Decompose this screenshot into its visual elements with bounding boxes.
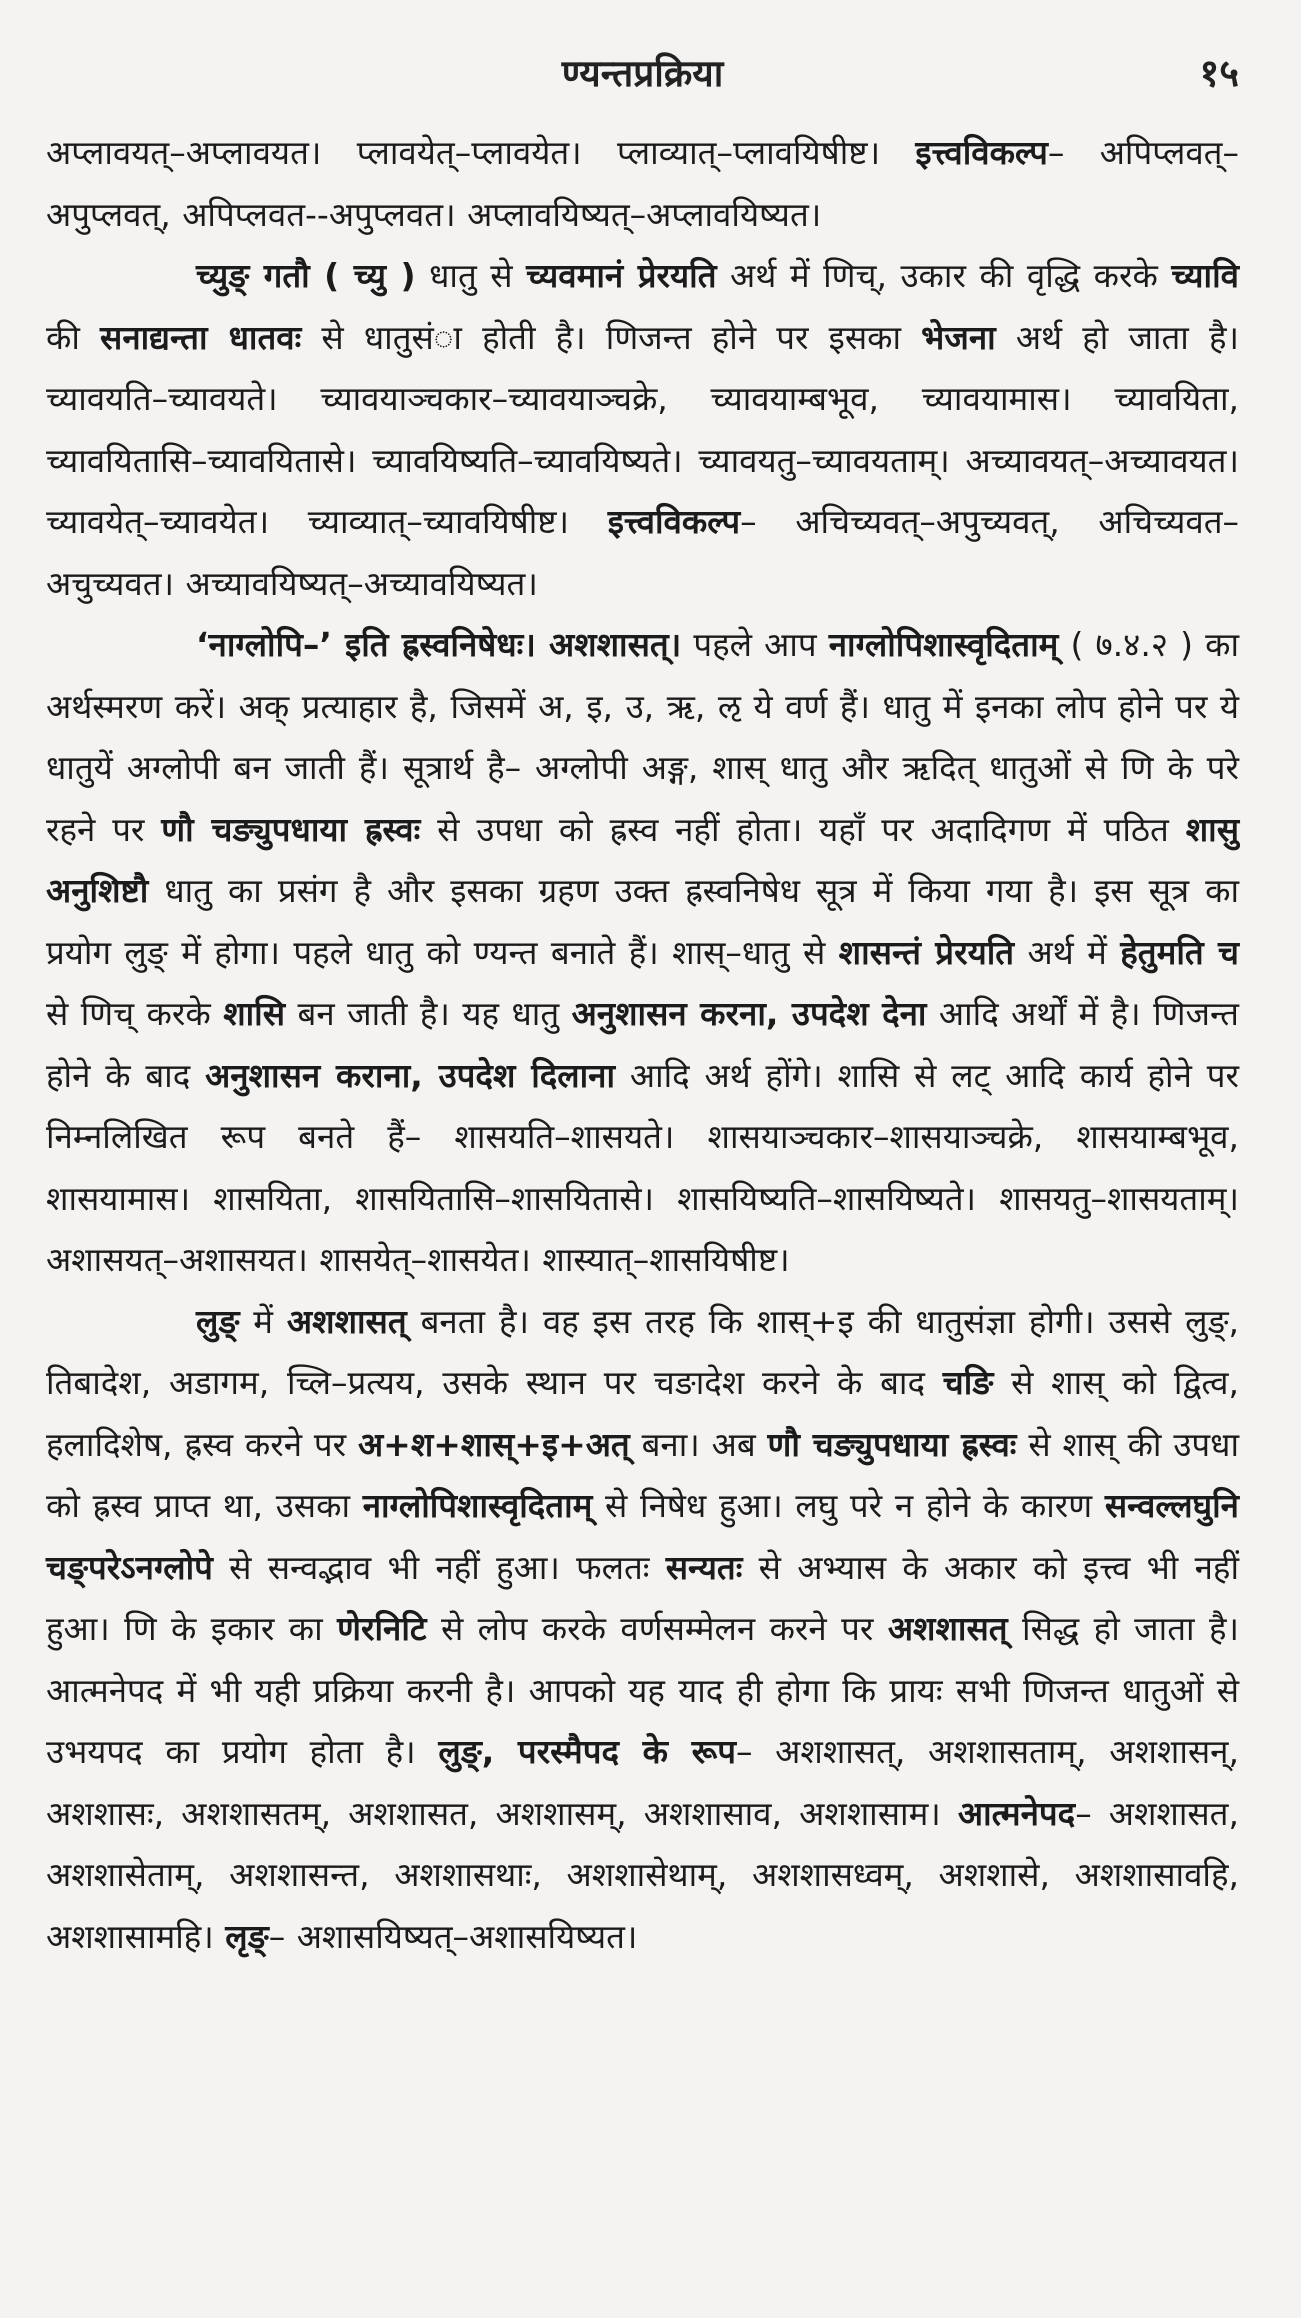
bold-term: अ+श+शास्+इ+अत् [357, 1424, 630, 1464]
bold-term: नाग्लोपिशास्वृदिताम् [828, 625, 1059, 664]
text-run: आदि अर्थों में है। णिजन्त होने के बाद [46, 994, 1239, 1095]
text-run: से णिच् करके [46, 994, 224, 1033]
text-run: आदि अर्थ होंगे। शासि से लट् आदि कार्य होने पर निम्नलिखित रूप बनते हैं– शासयति–शासयते। शासयाञ्चकार–शासयाञ्चक्रे, शासयाम्बभूव, शासयामास। शासयिता, शासयितासि–शासयितासे। शासयिष्यति–शासयिष्यते। शासयतु–शासयताम्। अशासयत्–अशासयत। शासयेत्–शासयेत। शास्यात्–शासयिषीष्ट। [46, 1055, 1239, 1279]
text-run: बन जाती है। यह धातु [285, 994, 572, 1033]
bold-term: शासन्तं प्रेरयति [838, 932, 1015, 972]
bold-term: हेतुमति च [1120, 932, 1240, 972]
text-run: से शास् की उपधा को ह्रस्व प्राप्त था, उसका [46, 1424, 1239, 1525]
paragraph [46, 245, 1239, 614]
text-run: में [239, 1301, 287, 1341]
text-run: ( ७.४.२ ) का अर्थस्मरण करें। अक् प्रत्याहार है, जिसमें अ, इ, उ, ऋ, ऌ ये वर्ण हैं। धातु में इनका लोप होने पर ये धातुयें अग्लोपी बन जाती हैं। सूत्रार्थ है– अग्लोपी अङ्ग, शास् धातु और ऋदित् धातुओं से णि के परे रहने पर [46, 625, 1239, 849]
text-run: बनता है। वह इस तरह कि शास्+इ की धातुसंज्ञा होगी। उससे लुङ्, तिबादेश, अडागम, च्लि–प्रत्यय, उसके स्थान पर चङादेश करने के बाद [46, 1301, 1239, 1402]
text-run: अप्लावयत्–अप्लावयत। प्लावयेत्–प्लावयेत। प्लाव्यात्–प्लावयिषीष्ट। [46, 133, 916, 172]
bold-term: लुङ्, परस्मैपद के रूप [438, 1732, 737, 1771]
body-text [46, 122, 1239, 1967]
bold-term: लृङ् [225, 1916, 269, 1956]
bold-term: आत्मनेपद [957, 1793, 1076, 1833]
paragraph [46, 614, 1239, 1291]
bold-term: सन्वल्लघुनि चङ्परेऽनग्लोपे [46, 1486, 1239, 1587]
text-run: से लोप करके वर्णसम्मेलन करने पर [426, 1609, 888, 1648]
text-run: बना। अब [629, 1424, 768, 1464]
bold-term: च्यावि [1171, 256, 1239, 295]
text-run: – अचिच्यवत्–अपुच्यवत्, अचिच्यवत–अचुच्यवत। अच्यावयिष्यत्–अच्यावयिष्यत। [46, 502, 1239, 603]
paragraph [46, 1291, 1239, 1968]
text-run: – अशशासत्, अशशासताम्, अशशासन्, अशशासः, अशशासतम्, अशशासत, अशशासम्, अशशासाव, अशशासाम। [46, 1732, 1239, 1833]
text-run: अर्थ में णिच्, उकार की वृद्धि करके [716, 256, 1172, 295]
text-run: – अशशासत, अशशासेताम्, अशशासन्त, अशशासथाः, अशशासेथाम्, अशशासध्वम्, अशशासे, अशशासावहि, अशशासामहि। [46, 1793, 1239, 1956]
text-run: धातु से [415, 256, 527, 295]
bold-term: अशशासत् [286, 1301, 407, 1341]
bold-term: भेजना [921, 317, 996, 357]
bold-term: अशशासत् [887, 1609, 1008, 1648]
text-run: अर्थ में [1014, 932, 1121, 972]
text-run: अर्थ हो जाता है। च्यावयति–च्यावयते। च्यावयाञ्चकार–च्यावयाञ्चक्रे, च्यावयाम्बभूव, च्यावयामास। च्यावयिता, च्यावयितासि–च्यावयितासे। च्यावयिष्यति–च्यावयिष्यते। च्यावयतु–च्यावयताम्। अच्यावयत्–अच्यावयत। च्यावयेत्–च्यावयेत। च्याव्यात्–च्यावयिषीष्ट। [46, 317, 1239, 541]
bold-term: लुङ् [196, 1301, 240, 1341]
bold-term: शासु अनुशिष्टौ [46, 809, 1239, 910]
bold-term: अनुशासन करना, उपदेश देना [571, 994, 927, 1033]
text-run: से उपधा को ह्रस्व नहीं होता। यहाँ पर अदादिगण में पठित [420, 809, 1186, 849]
text-run: – अशासयिष्यत्–अशासयिष्यत। [268, 1916, 638, 1956]
text-run: से अभ्यास के अकार को इत्त्व भी नहीं हुआ। णि के इकार का [46, 1547, 1239, 1648]
running-title: ण्यन्तप्रक्रिया [561, 52, 724, 95]
bold-term: ‘नाग्लोपि–’ इति ह्रस्वनिषेधः। अशशासत्। [196, 625, 682, 664]
text-run: से धातुसंा होती है। णिजन्त होने पर इसका [301, 317, 922, 357]
bold-term: नाग्लोपिशास्वृदिताम् [362, 1486, 593, 1525]
bold-term: णेरनिटि [337, 1609, 427, 1648]
paragraph [46, 122, 1239, 245]
bold-term: चङि [942, 1363, 994, 1402]
bold-term: शासि [223, 994, 286, 1033]
text-run: धातु का प्रसंग है और इसका ग्रहण उक्त ह्रस्वनिषेध सूत्र में किया गया है। इस सूत्र का प्रयोग लुङ् में होगा। पहले धातु को ण्यन्त बनाते हैं। शास्–धातु से [46, 871, 1239, 972]
text-run: की [46, 317, 101, 357]
bold-term: सन्यतः [665, 1547, 743, 1587]
text-run: पहले आप [681, 625, 829, 664]
bold-term: च्युङ् गतौ ( च्यु ) [196, 256, 416, 295]
bold-term: इत्त्वविकल्प [607, 502, 741, 541]
bold-term: णौ चङ्युपधाया ह्रस्वः [161, 809, 421, 849]
text-run: से शास् को द्वित्व, हलादिशेष, ह्रस्व करने पर [46, 1363, 1240, 1464]
text-run: सिद्ध हो जाता है। आत्मनेपद में भी यही प्रक्रिया करनी है। आपको यह याद ही होगा कि प्रायः सभी णिजन्त धातुओं से उभयपद का प्रयोग होता है। [46, 1609, 1240, 1771]
bold-term: च्यवमानं प्रेरयति [526, 256, 717, 295]
bold-term: इत्त्वविकल्प [915, 133, 1048, 172]
bold-term: अनुशासन कराना, उपदेश दिलाना [205, 1055, 616, 1095]
bold-term: णौ चङ्युपधाया ह्रस्वः [767, 1424, 1017, 1464]
text-run: – अपिप्लवत्–अपुप्लवत्, अपिप्लवत--अपुप्लवत। अप्लावयिष्यत्–अप्लावयिष्यत। [46, 133, 1239, 234]
text-run: से सन्वद्भाव भी नहीं हुआ। फलतः [212, 1547, 666, 1587]
text-run: से निषेध हुआ। लघु परे न होने के कारण [592, 1486, 1105, 1525]
bold-term: सनाद्यन्ता धातवः [100, 317, 302, 357]
page-header [46, 46, 1239, 102]
page-number: १५ [1199, 51, 1239, 95]
